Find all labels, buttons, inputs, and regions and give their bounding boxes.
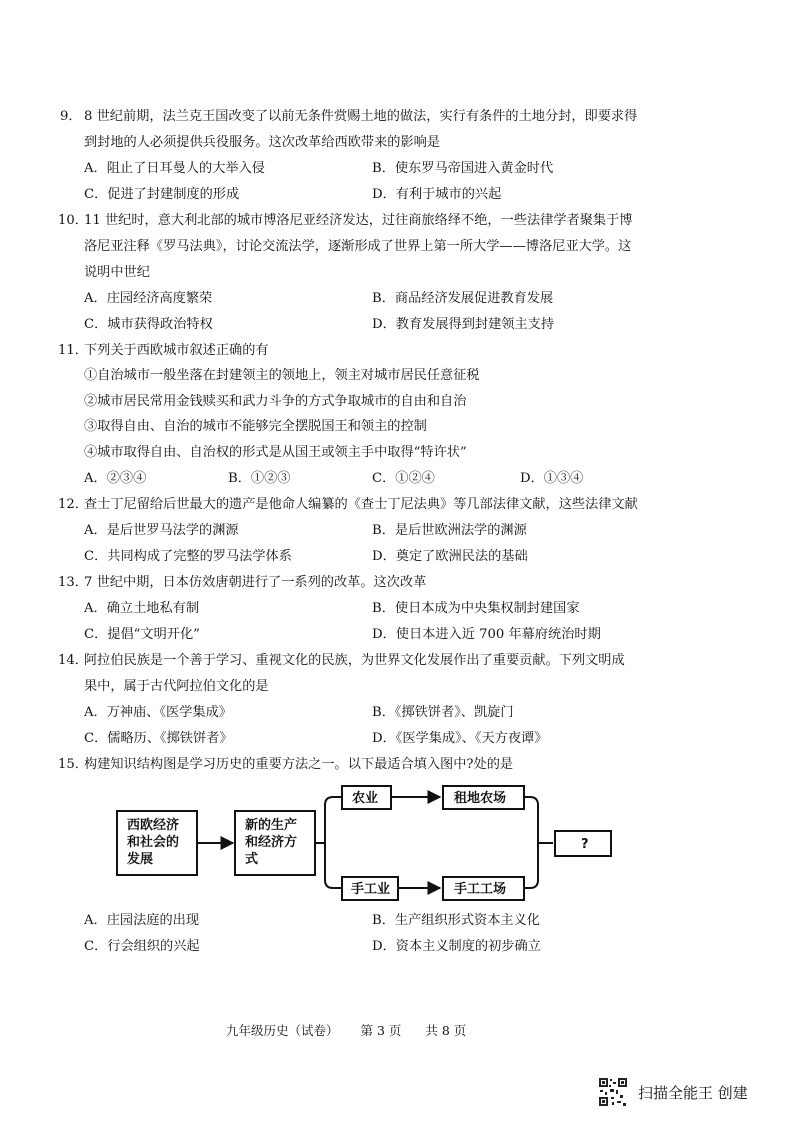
q14-stem-line1: 阿拉伯民族是一个善于学习、重视文化的民族，为世界文化发展作出了重要贡献。下列文明成 xyxy=(84,653,625,668)
q10-stem-line2: 洛尼亚注释《罗马法典》，讨论交流法学，逐渐形成了世界上第一所大学——博洛尼亚大学。这 xyxy=(84,239,632,254)
q15-option-b: B．生产组织形式资本主义化 xyxy=(372,913,540,928)
q9-option-c: C．促进了封建制度的形成 xyxy=(84,187,240,202)
q12-option-a: A．是后世罗马法学的渊源 xyxy=(84,523,239,538)
q13-number: 13． xyxy=(58,575,88,590)
q13-option-a: A．确立土地私有制 xyxy=(84,601,200,616)
merge-bracket xyxy=(524,797,538,888)
q11-option-d: D．①③④ xyxy=(520,471,584,486)
q15-stem: 构建知识结构图是学习历史的重要方法之一。以下最适合填入图中?处的是 xyxy=(84,757,514,772)
qr-code-icon xyxy=(598,1077,628,1107)
box-new-production-mode xyxy=(234,810,316,876)
box1-line2: 和社会的 xyxy=(127,835,180,850)
q11-statement-3: ③取得自由、自治的城市不能够完全摆脱国王和领主的控制 xyxy=(84,419,427,434)
q12-option-c: C．共同构成了完整的罗马法学体系 xyxy=(84,549,292,564)
footer-page: 第 3 页 xyxy=(360,1023,402,1038)
box-handicraft: 手工业 xyxy=(341,876,399,901)
q14-number: 14． xyxy=(58,653,88,668)
q10-option-a: A．庄园经济高度繁荣 xyxy=(84,291,213,306)
q13-option-b: B．使日本成为中央集权制封建国家 xyxy=(372,601,580,616)
q11-statement-4: ④城市取得自由、自治权的形式是从国王或领主手中取得“特许状” xyxy=(84,445,467,460)
q10-stem-line3: 说明中世纪 xyxy=(84,265,150,280)
box1-line1: 西欧经济 xyxy=(127,818,180,833)
q14-option-a: A．万神庙、《医学集成》 xyxy=(84,705,232,720)
q11-option-a: A．②③④ xyxy=(84,471,147,486)
box-unknown: ? xyxy=(554,830,612,857)
q15-option-d: D．资本主义制度的初步确立 xyxy=(372,939,541,954)
q14-stem-line2: 果中，属于古代阿拉伯文化的是 xyxy=(84,679,269,694)
q10-option-b: B．商品经济发展促进教育发展 xyxy=(372,291,554,306)
q14-option-c: C．儒略历、《掷铁饼者》 xyxy=(84,731,233,746)
scanner-watermark xyxy=(598,1077,768,1109)
q10-stem-line1: 11 世纪时，意大利北部的城市博洛尼亚经济发达，过往商旅络绎不绝，一些法律学者聚集于博 xyxy=(84,213,633,228)
q9-stem-line1: 8 世纪前期，法兰克王国改变了以前无条件赏赐土地的做法，实行有条件的土地分封，即要求得 xyxy=(84,109,638,124)
page-footer xyxy=(226,1021,466,1039)
q9-stem-line2: 到封地的人必须提供兵役服务。这次改革给西欧带来的影响是 xyxy=(84,135,441,150)
box2-line2: 和经济方 xyxy=(245,835,298,850)
branch-upper xyxy=(325,797,342,843)
q14-option-b: B．《掷铁饼者》、凯旋门 xyxy=(372,705,514,720)
box-workshop: 手工工场 xyxy=(442,876,525,901)
q14-option-d: D．《医学集成》、《天方夜谭》 xyxy=(372,731,548,746)
q13-option-c: C．提倡“文明开化” xyxy=(84,627,200,642)
q15-option-c: C．行会组织的兴起 xyxy=(84,939,200,954)
box2-line3: 式 xyxy=(245,852,259,867)
q10-option-c: C．城市获得政治特权 xyxy=(84,317,213,332)
q9-option-d: D．有利于城市的兴起 xyxy=(372,187,502,202)
q9-option-b: B．使东罗马帝国进入黄金时代 xyxy=(372,161,554,176)
box2-line1: 新的生产 xyxy=(245,818,298,833)
q11-number: 11． xyxy=(58,343,88,358)
q12-option-b: B．是后世欧洲法学的渊源 xyxy=(372,523,527,538)
box1-line3: 发展 xyxy=(127,852,154,867)
q10-number: 10． xyxy=(58,213,88,228)
watermark-text: 扫描全能王 创建 xyxy=(638,1084,748,1102)
q12-option-d: D．奠定了欧洲民法的基础 xyxy=(372,549,528,564)
q12-stem: 查士丁尼留给后世最大的遗产是他命人编纂的《查士丁尼法典》等几部法律文献，这些法律文献 xyxy=(84,497,638,512)
q15-number: 15． xyxy=(58,757,88,772)
q11-option-c: C．①②④ xyxy=(372,471,435,486)
q9-option-a: A．阻止了日耳曼人的大举入侵 xyxy=(84,161,265,176)
q11-option-b: B．①②③ xyxy=(228,471,291,486)
q9-number: 9． xyxy=(60,109,82,124)
q11-statement-2: ②城市居民常用金钱赎买和武力斗争的方式争取城市的自由和自治 xyxy=(84,394,467,409)
branch-lower xyxy=(325,843,342,888)
box-tenant-farm: 租地农场 xyxy=(442,785,525,810)
q13-stem: 7 世纪中期，日本仿效唐朝进行了一系列的改革。这次改革 xyxy=(84,575,427,590)
box-agriculture: 农业 xyxy=(341,785,392,810)
q12-number: 12． xyxy=(58,497,88,512)
q15-option-a: A．庄园法庭的出现 xyxy=(84,913,200,928)
footer-course: 九年级历史（试卷） xyxy=(226,1023,339,1038)
q10-option-d: D．教育发展得到封建领主支持 xyxy=(372,317,555,332)
q13-option-d: D．使日本进入近 700 年幕府统治时期 xyxy=(372,627,601,642)
footer-total: 共 8 页 xyxy=(425,1023,467,1038)
q11-stem: 下列关于西欧城市叙述正确的有 xyxy=(84,343,269,358)
box-western-europe-development xyxy=(116,810,198,876)
q11-statement-1: ①自治城市一般坐落在封建领主的领地上，领主对城市居民任意征税 xyxy=(84,368,480,383)
